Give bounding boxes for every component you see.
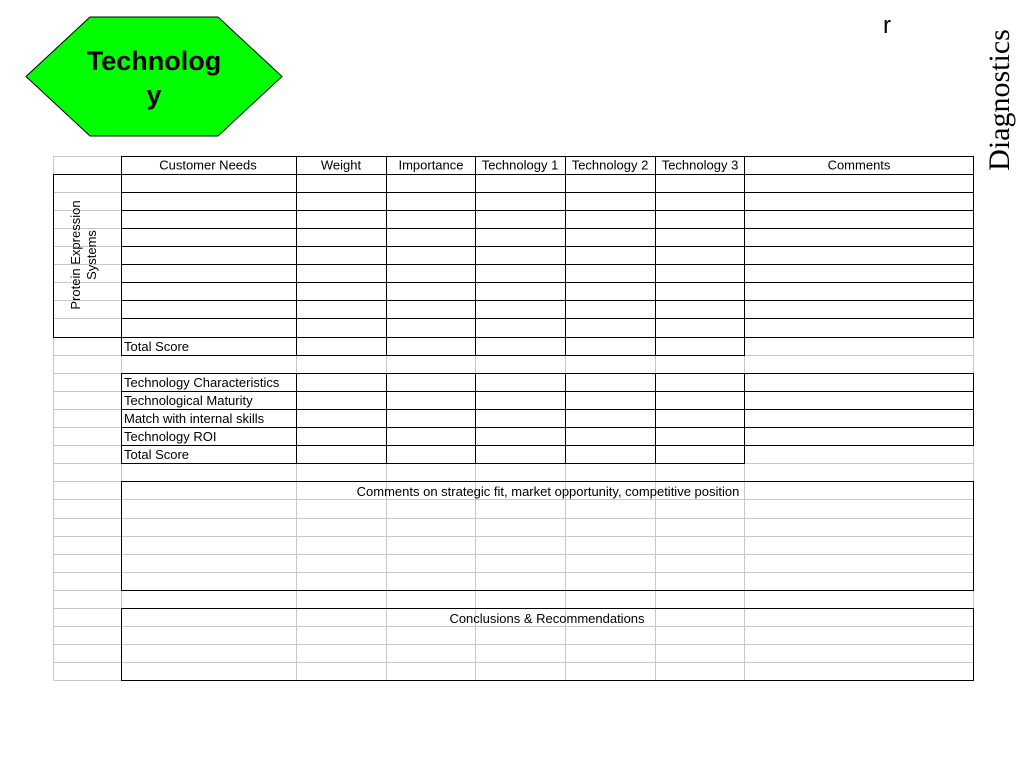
column-header-technology-2: Technology 2	[571, 157, 649, 173]
table-cell	[122, 265, 297, 283]
needs-total-score-label: Total Score	[124, 339, 190, 354]
table-cell	[745, 211, 974, 229]
table-cell	[656, 283, 745, 301]
table-cell	[566, 247, 656, 265]
table-cell	[656, 319, 745, 338]
table-cell	[566, 283, 656, 301]
table-cell	[656, 446, 745, 464]
table-cell	[476, 319, 566, 338]
column-header-customer-needs: Customer Needs	[159, 157, 257, 173]
table-cell	[122, 319, 297, 338]
table-cell	[566, 319, 656, 338]
table-cell	[656, 247, 745, 265]
table-cell	[566, 428, 656, 446]
table-cell	[656, 211, 745, 229]
conclusions-section-title: Conclusions & Recommendations	[449, 611, 645, 626]
characteristic-label: Technology ROI	[124, 429, 217, 444]
table-cell	[387, 338, 476, 356]
table-cell	[476, 392, 566, 410]
table-cell	[122, 247, 297, 265]
table-cell	[387, 229, 476, 247]
table-cell	[745, 175, 974, 193]
table-cell	[387, 428, 476, 446]
table-cell	[656, 374, 745, 392]
table-cell	[476, 283, 566, 301]
table-cell	[476, 175, 566, 193]
characteristics-total-score-label: Total Score	[124, 447, 190, 462]
table-cell	[566, 446, 656, 464]
table-cell	[387, 392, 476, 410]
table-cell	[566, 301, 656, 319]
table-cell	[476, 410, 566, 428]
table-cell	[297, 374, 387, 392]
group-label-line2: Systems	[84, 230, 99, 280]
table-cell	[387, 247, 476, 265]
table-cell	[476, 428, 566, 446]
table-cell	[745, 265, 974, 283]
table-cell	[745, 319, 974, 338]
table-cell	[566, 211, 656, 229]
table-cell	[476, 446, 566, 464]
table-cell	[476, 338, 566, 356]
table-cell	[297, 428, 387, 446]
table-cell	[122, 211, 297, 229]
table-cell	[476, 211, 566, 229]
table-cell	[476, 374, 566, 392]
table-cell	[297, 193, 387, 211]
table-cell	[387, 374, 476, 392]
table-cell	[297, 446, 387, 464]
column-header-comments: Comments	[827, 157, 891, 173]
table-cell	[476, 229, 566, 247]
table-cell	[745, 247, 974, 265]
table-cell	[656, 301, 745, 319]
hexagon-title-line2: y	[146, 80, 162, 110]
table-cell	[656, 229, 745, 247]
table-cell	[387, 446, 476, 464]
table-cell	[387, 410, 476, 428]
table-cell	[656, 338, 745, 356]
column-header-weight: Weight	[320, 157, 362, 173]
table-cell	[387, 283, 476, 301]
table-cell	[387, 265, 476, 283]
table-cell	[122, 193, 297, 211]
table-cell	[476, 265, 566, 283]
comments-section-title: Comments on strategic fit, market opportunity, competitive position	[356, 484, 740, 499]
characteristic-label: Technological Maturity	[124, 393, 253, 408]
table-cell	[297, 392, 387, 410]
table-cell	[656, 428, 745, 446]
table-cell	[122, 175, 297, 193]
table-cell	[745, 428, 974, 446]
hexagon-title-line1: Technolog	[86, 46, 222, 76]
table-cell	[566, 338, 656, 356]
table-cell	[656, 392, 745, 410]
table-cell	[745, 392, 974, 410]
table-cell	[297, 319, 387, 338]
table-cell	[297, 283, 387, 301]
table-cell	[656, 175, 745, 193]
table-cell	[387, 193, 476, 211]
corner-mark: r	[883, 12, 891, 39]
table-cell	[297, 338, 387, 356]
table-cell	[476, 193, 566, 211]
table-cell	[297, 301, 387, 319]
table-cell	[122, 283, 297, 301]
table-cell	[656, 265, 745, 283]
table-cell	[387, 211, 476, 229]
table-cell	[297, 175, 387, 193]
table-cell	[566, 410, 656, 428]
characteristic-label: Match with internal skills	[124, 411, 265, 426]
table-cell	[387, 301, 476, 319]
table-cell	[297, 229, 387, 247]
table-cell	[656, 410, 745, 428]
table-cell	[566, 175, 656, 193]
table-cell	[387, 319, 476, 338]
table-cell	[387, 175, 476, 193]
table-cell	[656, 193, 745, 211]
column-header-technology-1: Technology 1	[481, 157, 559, 173]
table-cell	[122, 301, 297, 319]
table-cell	[745, 193, 974, 211]
table-cell	[745, 229, 974, 247]
table-cell	[566, 374, 656, 392]
table-cell	[476, 301, 566, 319]
table-cell	[566, 193, 656, 211]
table-cell	[745, 410, 974, 428]
table-cell	[566, 265, 656, 283]
characteristic-label: Technology Characteristics	[124, 375, 280, 390]
table-cell	[297, 247, 387, 265]
side-title: Diagnostics	[983, 29, 1016, 171]
table-cell	[297, 410, 387, 428]
group-label-line1: Protein Expression	[68, 200, 83, 310]
table-cell	[566, 392, 656, 410]
table-cell	[122, 229, 297, 247]
column-header-technology-3: Technology 3	[661, 157, 739, 173]
column-header-importance: Importance	[398, 157, 464, 173]
table-cell	[476, 247, 566, 265]
table-cell	[297, 211, 387, 229]
table-cell	[297, 265, 387, 283]
table-cell	[745, 301, 974, 319]
group-label	[68, 200, 99, 309]
table-cell	[745, 374, 974, 392]
table-cell	[566, 229, 656, 247]
table-cell	[745, 283, 974, 301]
